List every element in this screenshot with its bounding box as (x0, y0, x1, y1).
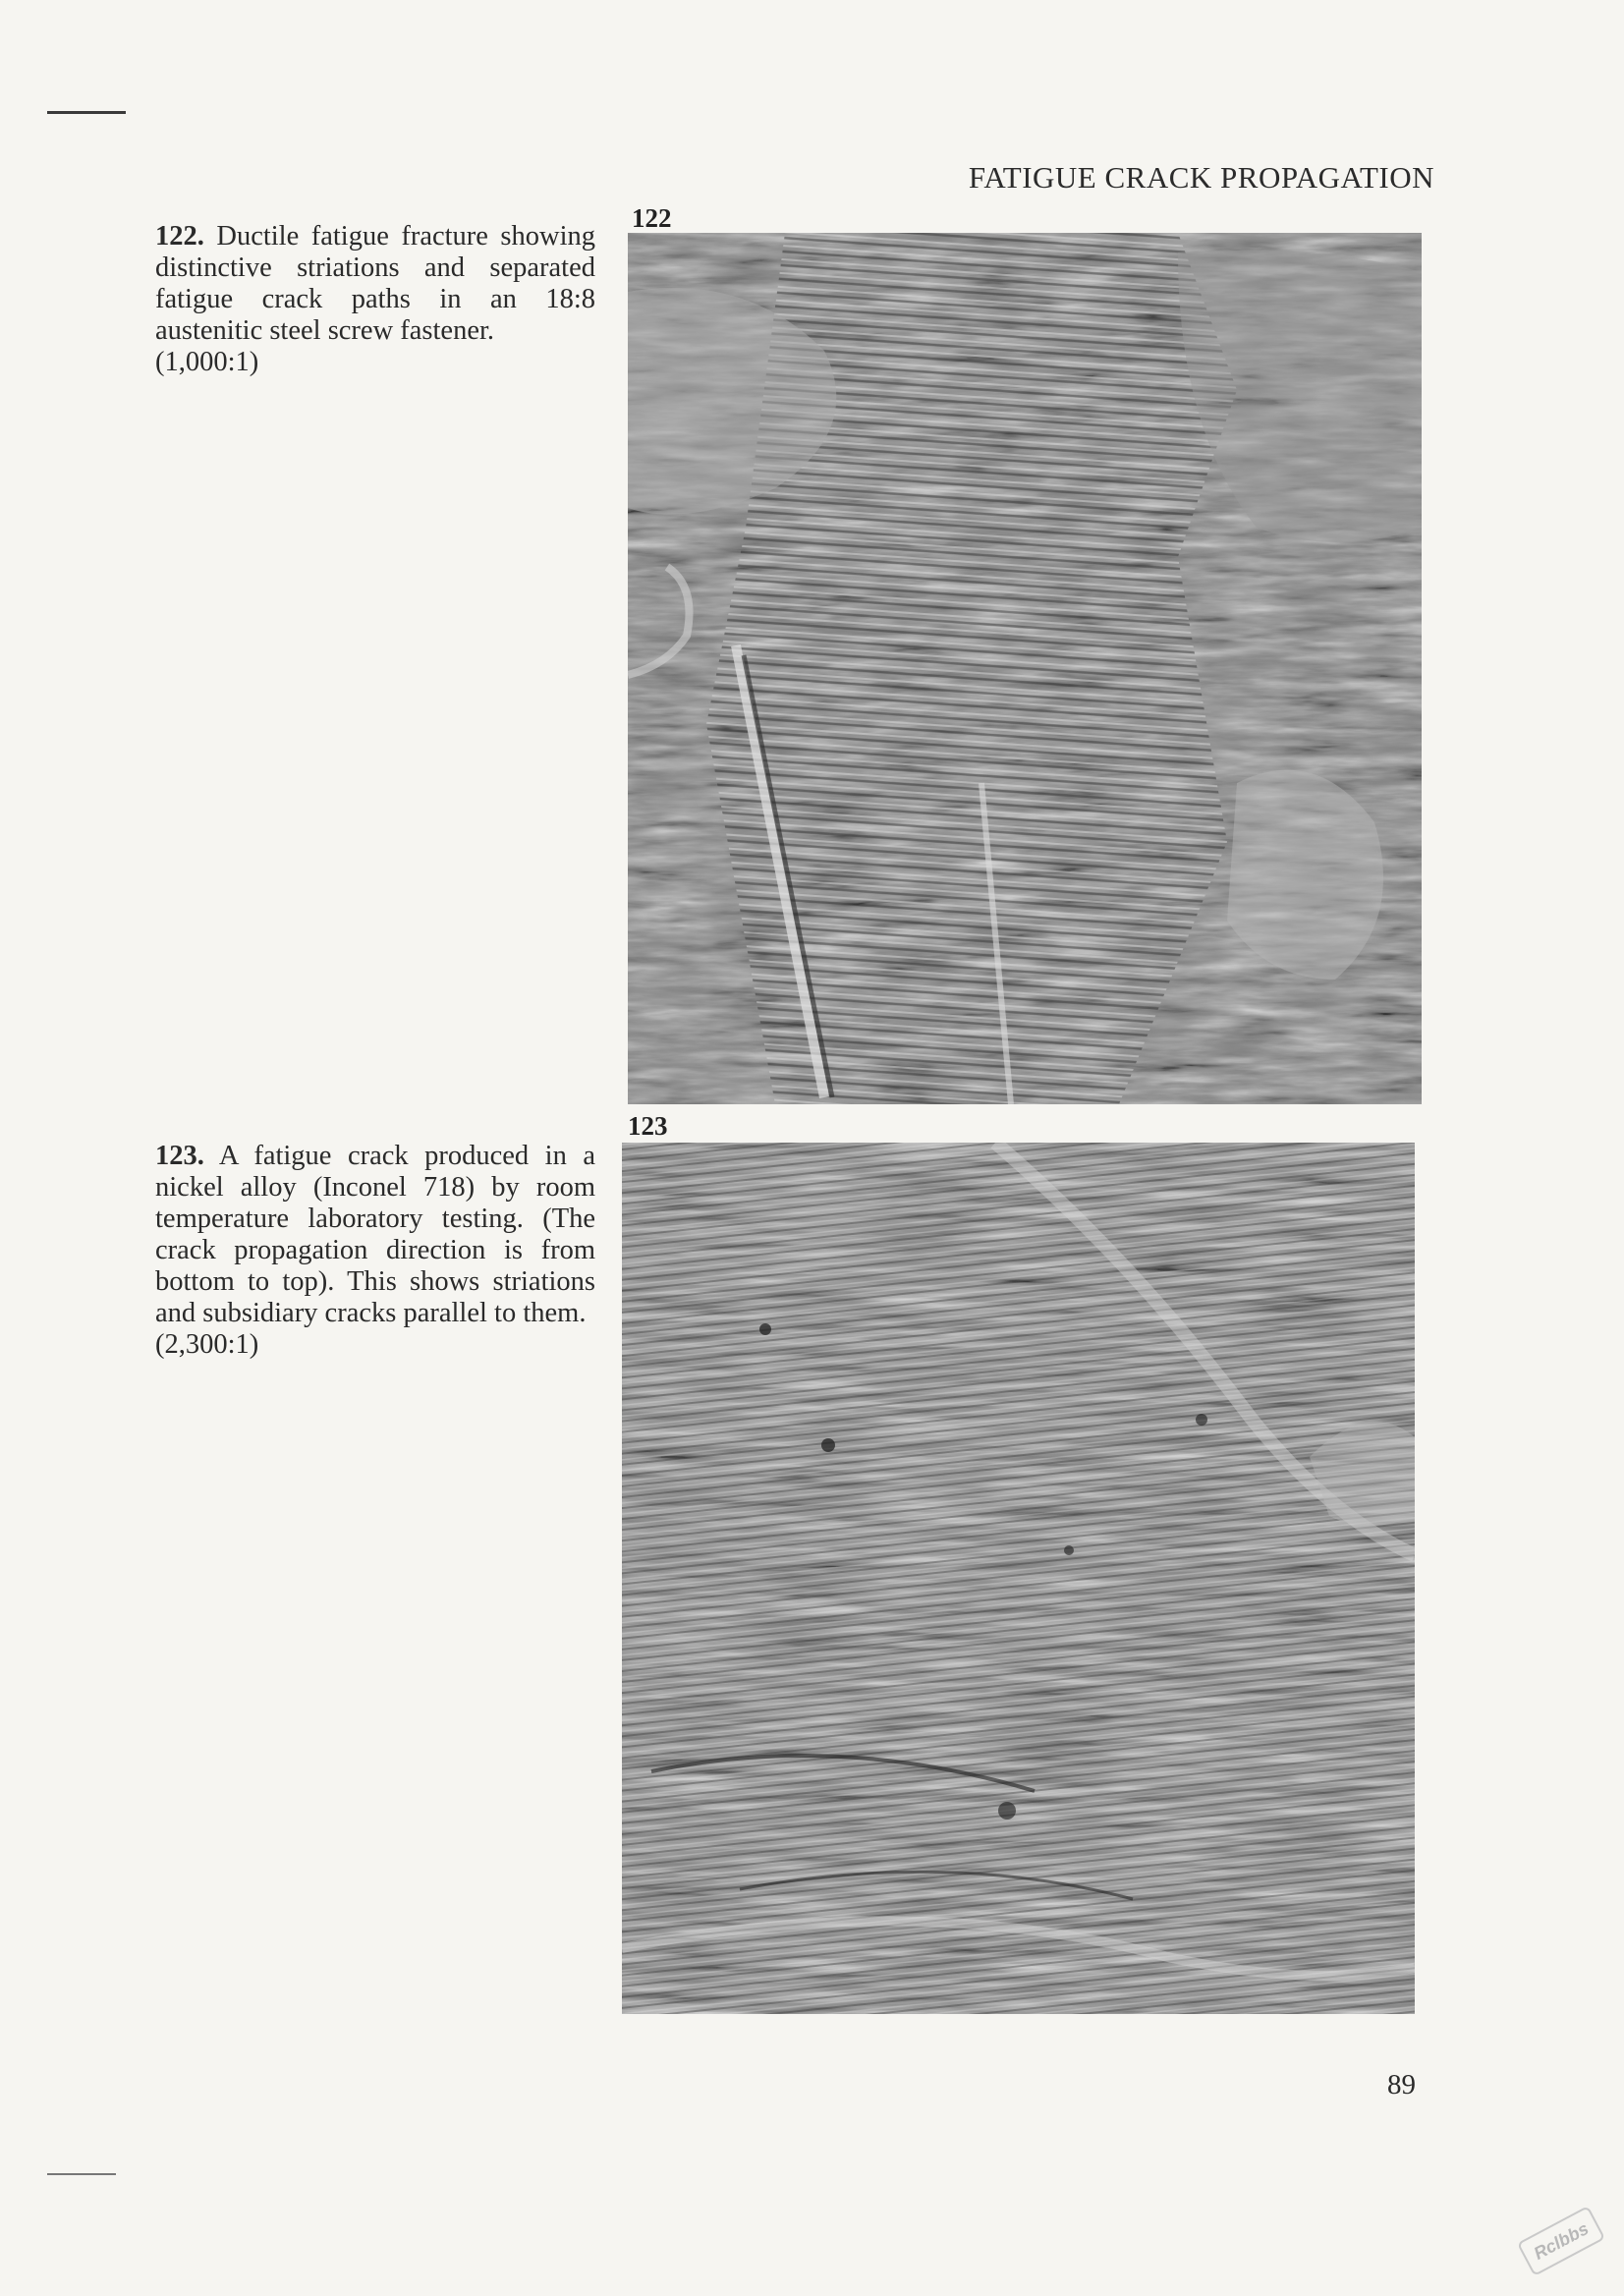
figure-122-label: 122 (632, 203, 672, 233)
figure-122-caption (155, 221, 595, 378)
figure-122-micrograph (628, 233, 1422, 1104)
watermark-stamp: Rclbbs (1517, 2206, 1605, 2276)
page-edge-mark-bottom (47, 2173, 116, 2175)
figure-122-caption-text: Ductile fatigue fracture showing distinctive striations and separated fatigue crack paths in an 18:8 austenitic steel screw fastener. (155, 221, 595, 346)
figure-123-caption-number: 123. (155, 1141, 204, 1171)
page-edge-mark-top (47, 111, 126, 114)
figure-122-magnification: (1,000:1) (155, 347, 259, 377)
figure-123-magnification: (2,300:1) (155, 1329, 259, 1360)
figure-122-caption-number: 122. (155, 221, 204, 252)
page-number: 89 (1387, 2069, 1416, 2100)
figure-123-micrograph (622, 1143, 1415, 2014)
running-head: FATIGUE CRACK PROPAGATION (968, 160, 1434, 195)
figure-123-label: 123 (628, 1111, 668, 1141)
figure-123-caption-text: A fatigue crack produced in a nickel alloy (Inconel 718) by room temperature laboratory testing. (The crack propagation direction is from bottom to top). This shows striations and subsidiary cracks parallel to them. (155, 1141, 595, 1328)
figure-123-caption (155, 1141, 595, 1361)
